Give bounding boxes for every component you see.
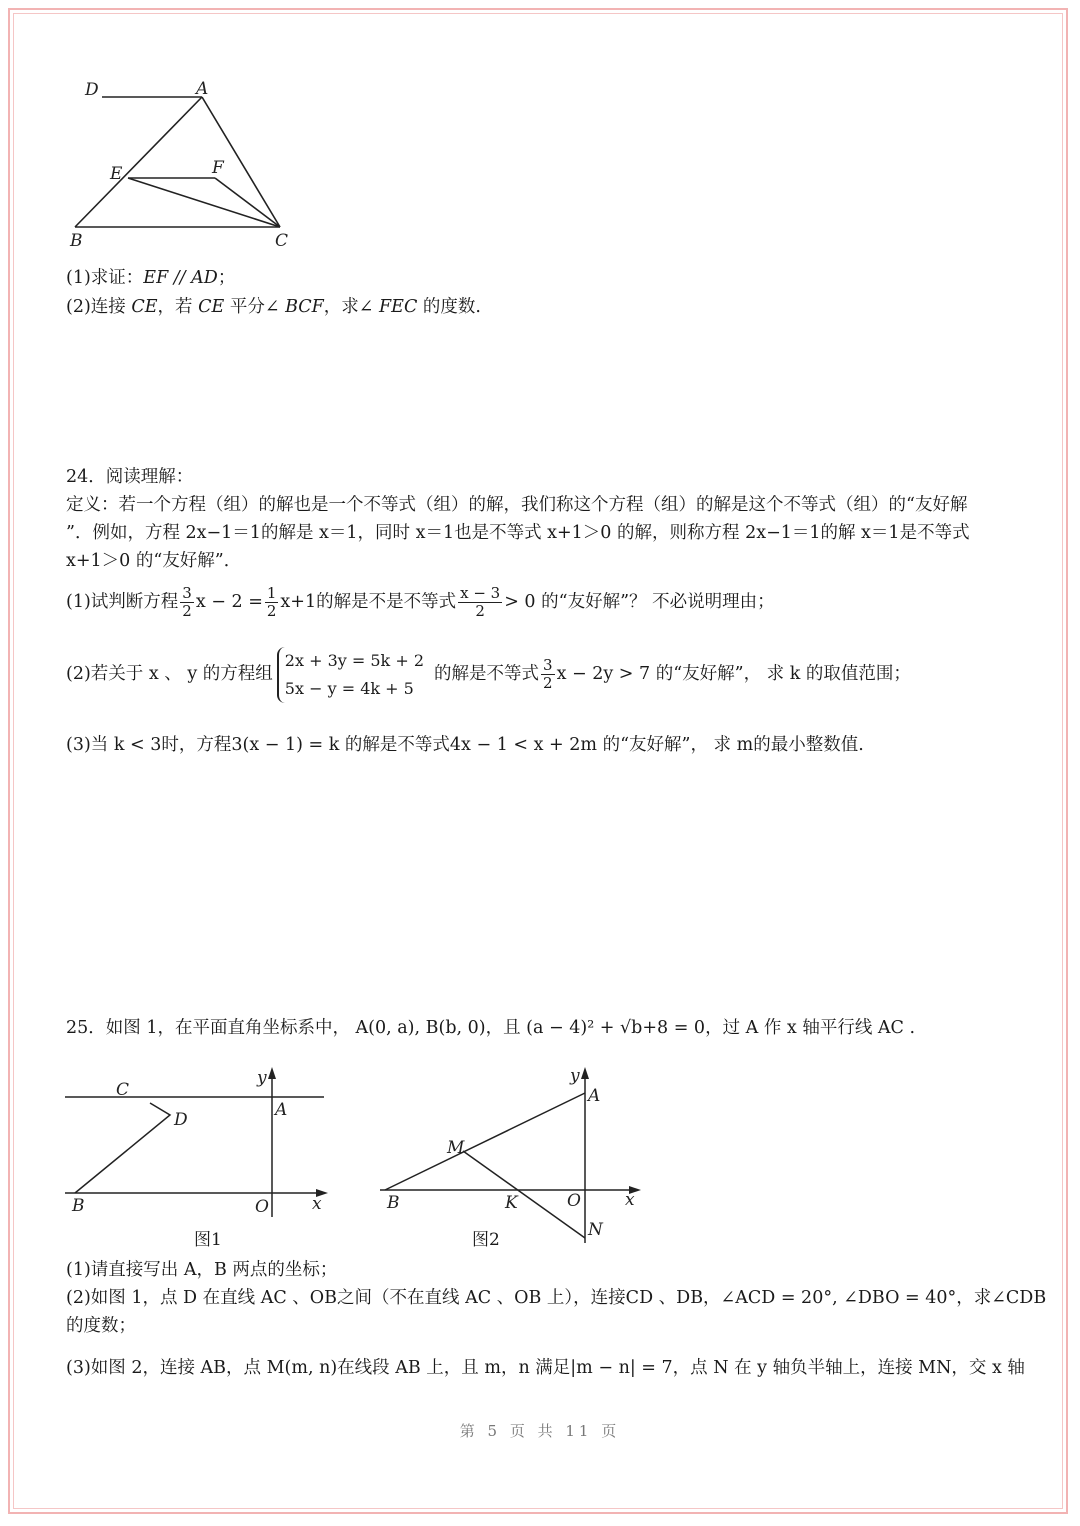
q24-definition-line3: x+1＞0 的“友好解”． [66,551,242,571]
q23-part2-mid3: ，求∠ [323,297,380,317]
q24-title: 24．阅读理解： [66,467,194,487]
page-footer: 第 5 页 共 11 页 [459,1422,621,1440]
fraction-denominator: 2 [266,602,277,620]
fraction-denominator: 2 [475,602,485,620]
label-C: C [275,231,289,251]
label-O: O [255,1197,269,1217]
fraction [458,585,502,620]
fraction-numerator: 1 [266,584,277,602]
q23-part2-suffix: 的度数. [417,297,481,317]
figure-2-caption: 图2 [472,1230,500,1250]
line-EC [128,178,280,227]
label-x: x [312,1194,322,1214]
y-axis-arrow [581,1067,589,1079]
fraction [265,585,279,620]
q25-part2-line2: 的度数； [66,1316,136,1336]
label-A: A [275,1100,288,1120]
fraction-numerator: 3 [182,584,192,602]
fraction-denominator: 2 [543,674,553,692]
line-AB [385,1093,585,1190]
q23-part2-prefix: (2)连接 [66,297,132,317]
q24-definition-line1: 定义：若一个方程（组）的解也是一个不等式（组）的解，我们称这个方程（组）的解是这个不等式（组）的“友好解 [66,495,968,515]
label-x: x [625,1190,635,1210]
equation-1: 2x + 3y = 5k + 2 [284,650,425,670]
q23-part2-fec: FEC [379,297,418,317]
q24-part1 [66,580,775,624]
label-M: M [447,1138,465,1158]
q25-part3: (3)如图 2，连接 AB，点 M(m, n)在线段 AB 上，且 m，n 满足|m − n| = 7，点 N 在 y 轴负半轴上，连接 MN，交 x 轴 [66,1358,1025,1378]
q23-part1-prefix: (1)求证： [66,268,144,288]
q24-p1-suffix: > 0 的“友好解”？ 不必说明理由； [504,592,775,612]
fraction [541,657,555,692]
label-N: N [588,1220,603,1240]
q25-part2-line1: (2)如图 1，点 D 在直线 AC 、OB之间（不在直线 AC 、OB 上），连接CD 、DB，∠ACD = 20°, ∠DBO = 40°，求∠CDB [66,1288,1047,1308]
q23-part2-mid2: 平分∠ [224,297,286,317]
q24-part2 [66,645,911,703]
label-D: D [174,1110,188,1130]
label-B: B [70,231,83,251]
line-FC [215,178,280,227]
label-A: A [196,79,209,99]
figure-1-caption: 图1 [194,1230,222,1250]
q24-part3: (3)当 k < 3时，方程3(x − 1) = k 的解是不等式4x − 1 < x + 2m 的“友好解”， 求 m的最小整数值. [66,735,864,755]
label-y: y [570,1066,580,1086]
q23-part2-mid1: ，若 [157,297,199,317]
q24-p2-mid: 的解是不等式 [434,664,540,684]
q23-part2-ce1: CE [131,297,158,317]
q24-p1-mid1: x − 2 = [195,592,263,612]
label-A: A [588,1086,601,1106]
label-B: B [387,1193,400,1213]
q23-part1-suffix: ； [217,268,236,288]
q23-part2-bcf: BCF [285,297,324,317]
q24-p1-mid2: x+1的解是不是不等式 [280,592,457,612]
q25-part1: (1)请直接写出 A，B 两点的坐标； [66,1260,338,1280]
q24-p1-prefix: (1)试判断方程 [66,592,179,612]
fraction-numerator: 3 [543,656,553,674]
line-AB [75,97,202,227]
q25-intro: 25．如图 1，在平面直角坐标系中， A(0, a), B(b, 0)，且 (a − 4)² + √b+8 = 0，过 A 作 x 轴平行线 AC . [66,1018,916,1038]
label-C: C [116,1080,130,1100]
fraction-numerator: x − 3 [460,584,501,602]
fraction-denominator: 2 [182,602,192,620]
coordinate-figure-2 [375,1063,645,1253]
q23-part2-ce2: CE [198,297,225,317]
q23-part1 [66,266,235,290]
q24-definition-line2: ”．例如，方程 2x−1＝1的解是 x＝1，同时 x＝1也是不等式 x+1＞0 的解，则称方程 2x−1＝1的解 x＝1是不等式 [66,523,970,543]
fraction [180,585,194,620]
label-E: E [110,164,123,184]
label-y: y [257,1068,267,1088]
polyline-CDB [75,1103,170,1193]
q24-p2-prefix: (2)若关于 x 、 y 的方程组 [66,664,273,684]
equation-2: 5x − y = 4k + 5 [284,678,414,698]
label-F: F [212,158,224,178]
label-O: O [567,1191,581,1211]
y-axis-arrow [268,1067,276,1079]
coordinate-figure-1 [60,1063,330,1223]
label-B: B [72,1196,85,1216]
label-K: K [505,1193,518,1213]
q23-part2 [66,295,481,319]
q24-p2-suffix: x − 2y > 7 的“友好解”， 求 k 的取值范围； [556,664,911,684]
q23-part1-expr: EF // AD [143,268,218,288]
label-D: D [85,80,99,100]
triangle-figure [60,75,310,255]
equation-system [277,647,430,703]
